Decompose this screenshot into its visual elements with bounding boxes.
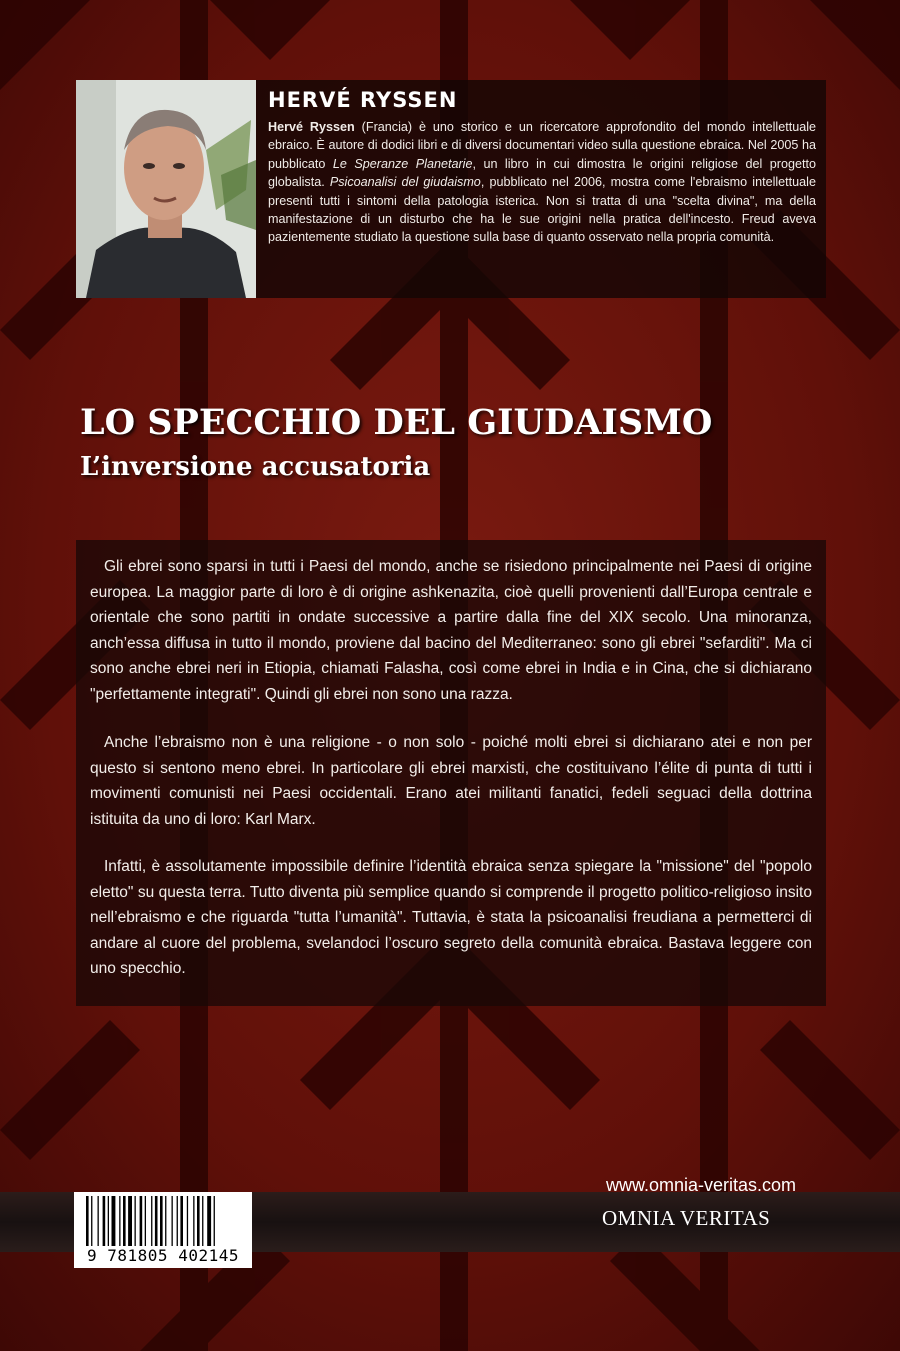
blurb-paragraph-3: Infatti, è assolutamente impossibile definire l’identità ebraica senza spiegare la "missione" del "popolo eletto" su questa terra. Tutto diventa più semplice quando si comprende il progetto politico-religioso insito nell’ebraismo e che riguarda "tutta l’umanità". Tuttavia, è stata la psicoanalisi freudiana a permetterci di andare al cuore del problema, svelandoci l’oscuro segreto della comunità ebraica. Bastava leggere con uno specchio. (90, 858, 812, 977)
barcode-bars (78, 1196, 248, 1246)
author-box (76, 80, 826, 298)
blurb-box (76, 540, 826, 1006)
publisher-website: www.omnia-veritas.com (606, 1175, 797, 1195)
author-photo (76, 80, 256, 298)
book-title: LO SPECCHIO DEL GIUDAISMO (80, 402, 713, 443)
publisher-logo: OMNIA VERITAS (602, 1206, 771, 1230)
author-bio (268, 118, 816, 247)
isbn-number: 9 781805 402145 (87, 1246, 239, 1265)
book-subtitle: L’inversione accusatoria (80, 452, 431, 482)
author-bio-name: Hervé Ryssen (268, 120, 355, 134)
author-bio-part2: , un libro in cui dimostra le origini religiose del progetto globalista. (268, 156, 816, 190)
author-name: HERVÉ RYSSEN (268, 88, 458, 112)
blurb-paragraph-1: Gli ebrei sono sparsi in tutti i Paesi del mondo, anche se risiedono principalmente nei Paesi di origine europea. La maggior parte di loro è di origine ashkenazita, cioè quelli provenienti dall’Europa centrale e orientale che sono partiti in ondate successive a partire dalla fine del XIX secolo. Una minoranza, anch’essa diffusa in tutto il mondo, proviene dal bacino del Mediterraneo: sono gli ebrei "sefarditi". Ma ci sono anche ebrei neri in Etiopia, chiamati Falasha, così come ebrei in India e in Cina, che si dichiarano "perfettamente integrati". Quindi gli ebrei non sono una razza. (90, 558, 812, 703)
isbn-barcode (74, 1192, 252, 1268)
author-book2: Psicoanalisi del giudaismo (329, 175, 481, 190)
blurb-paragraph-2: Anche l’ebraismo non è una religione - o non solo - poiché molti ebrei si dichiarano atei e non per questo si sentono meno ebrei. In particolare gli ebrei marxisti, che costituivano l’élite di punta di tutti i movimenti comunisti nei Paesi occidentali. Erano atei militanti fanatici, fedeli seguaci della dottrina istituita da uno di loro: Karl Marx. (90, 734, 812, 828)
author-bio-part3: , pubblicato nel 2006, mostra come l'ebraismo intellettuale presenti tutti i sintomi della patologia isterica. Non si tratta di una "scelta divina", ma della manifestazione di un disturbo che ha le sue origini nella pratica dell'incesto. Freud aveva pazientemente studiato la questione sulla base di quanto osservato nella propria comunità. (268, 175, 816, 245)
author-bio-part1: (Francia) è uno storico e un ricercatore approfondito del mondo intellettuale ebraico. È autore di dodici libri e di diversi documentari video sulla questione ebraica. Nel 2005 ha pubblicato (268, 120, 817, 171)
author-book1: Le Speranze Planetarie (332, 156, 473, 171)
